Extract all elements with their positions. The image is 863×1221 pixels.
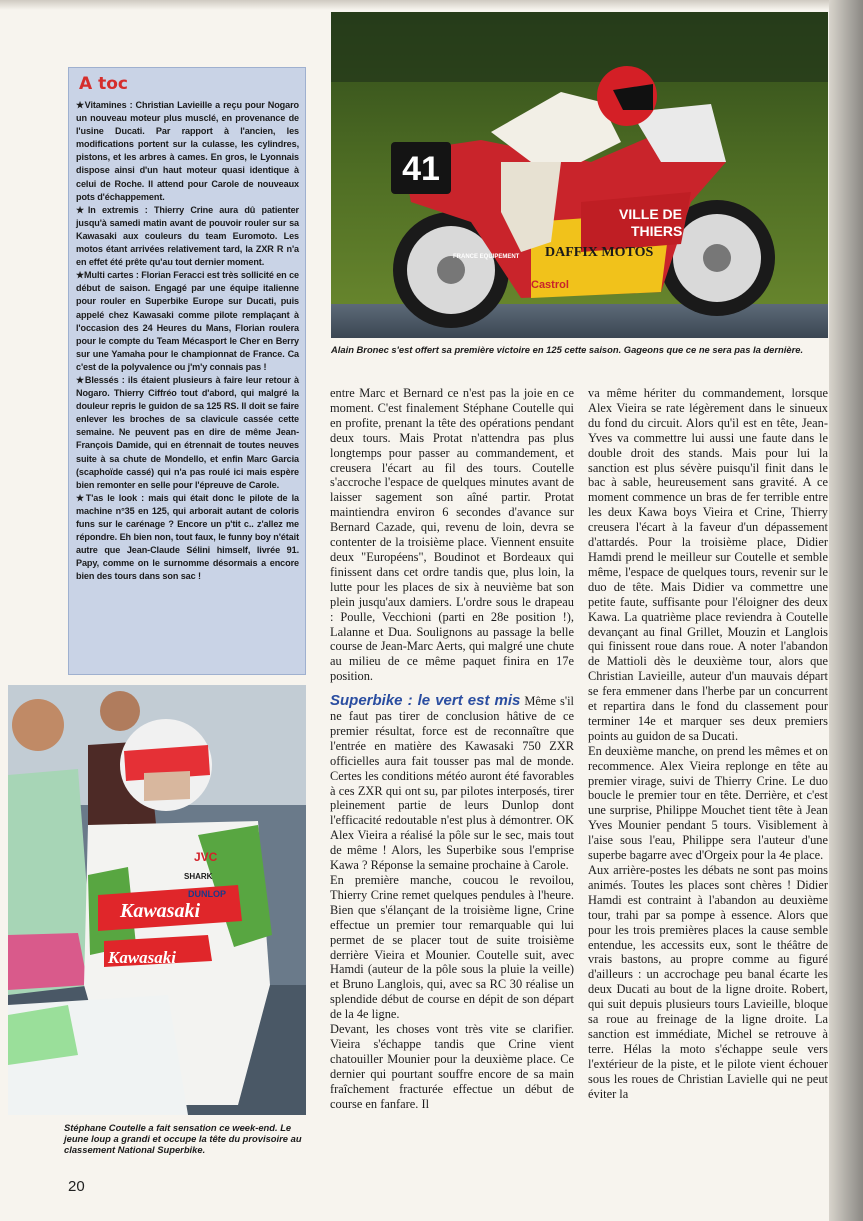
brief-item: ★T'as le look : mais qui était donc le pilote de la machine n°35 en 125, qui arborait autant de coloris funs sur le carénage ? Encore un p'tit c.. z'allez me répondre. Eh bien non, tout faux, le funny boy n'était autre que Jean-Claude Sélini himself, livrée 91. Papy, comme on le surnomme désormais a encore bien des tours dans son sac ! [76, 492, 299, 582]
brief-item: ★Multi cartes : Florian Feracci est très sollicité en ce début de saison. Engagé par une équipe italienne pour rouler en Superbike Europe sur Ducati, puis appelé chez Kawasaki comme pilote remplaçant à l'occasion des 24 Heures du Mans, Florian roulera pour le compte du Team Mécasport le Cher en Berry sur une Yamaha pour le championnat de France. Ca c'est de la polyvalence ou j'm'y connais pas ! [76, 270, 299, 372]
sponsor-text: SHARK [184, 872, 213, 881]
page-edge [0, 0, 863, 10]
news-brief-box [68, 67, 306, 675]
brief-item: ★Vitamines : Christian Lavieille a reçu pour Nogaro un nouveau moteur plus musclé, en provenance de l'usine Ducati. Par rapport à l'ancien, les modifications portent sur la culasse, les cylindres, pistons, et les arbres à cames. En gros, le Lyonnais dispose ainsi d'un haut moteur quasi identique à celui de Roche. Il attend pour Carole de nouveaux pots d'échappement. [76, 100, 299, 202]
article-paragraph: va même hériter du commandement, lorsque Alex Vieira se rate légèrement dans le sinueux du fond du circuit. Alors qu'il est en tête, Jean-Yves va commettre lui aussi une faute dans le double droit des stands. Mais pour lui la sanction est plus sévère puisqu'il finit dans le bac à sable, heureusement sans gravité. A ce moment commence un bras de fer terrible entre les deux Kawa boys Vieira et Crine, Thierry creusera l'écart à la faveur d'un dépassement d'attardés. Pour la troisième place, Didier Hamdi prend le meilleur sur Coutelle et semble même, l'espace de quelques tours, revenir sur le duo de tête. Mais Didier va commettre une petite faute, suffisante pour l'éloigner des deux Kawa. La quatrième place reviendra à Coutelle devançant au final Grillet, Mouzin et Langlois qui finissent roue dans roue. A noter l'abandon de Mattioli dès le deuxième tour, alors que Christian Lavieille, auteur d'un mauvais départ se fera emmener dans l'herbe par un concurrent et repartira dans le fond du classement pour terminer 14e et marquer ses deux premiers points au guidon de sa Ducati. [588, 386, 828, 743]
article-paragraph: En première manche, coucou le revoilou, Thierry Crine remet quelques pendules à l'heure. Bien que s'élançant de la troisième ligne, Crine effectue un premier tour remarquable qui lui permet de se placer tout de suite troisième derrière Vieira et Mounier. Coutelle suit, avec Hamdi (auteur de la pôle sous la pluie la veille) et Bruno Langlois, qui, avec sa RC 30 réalise un splendide début de course en dépit de son départ de la 4e ligne. [330, 873, 574, 1022]
sponsor-text: JVC [194, 850, 218, 864]
article-column [330, 386, 574, 1176]
sponsor-text: Kawasaki [108, 948, 177, 967]
sponsor-text: DUNLOP [188, 889, 226, 899]
article-paragraph: Aux arrière-postes les débats ne sont pas moins animés. Toutes les places sont chères ! Didier Hamdi est contraint à l'abandon au deuxième tour, trahi par sa pompe à essence. Alors que pour les trois premières places la cause semble entendue, les accessits eux, sont le théâtre de vrais bastons, au propre comme au figuré d'ailleurs : un accrochage peu banal écarte les deux Ducati au bout de la ligne droite. Robert, qui suit depuis plusieurs tours Lavieille, bloque sa roue au freinage de la ligne droite. La sanction est immédiate, Michel se retrouve à terre. Hélas la moto s'échappe seule vers l'extérieur de la piste, et le pilote vient échouer sous les roues de Christian Lavielle qui ne peut éviter la [588, 863, 828, 1101]
livery-text: THIERS [631, 223, 683, 239]
article-paragraph [330, 694, 574, 873]
article-paragraph: entre Marc et Bernard ce n'est pas la joie en ce moment. C'est finalement Stéphane Coutelle qui en profite, prenant la tête des opérations pendant deux tours. Mais Protat n'attendra pas plus longtemps pour passer au commandement, et creusera l'écart au fil des tours. Coutelle s'accroche l'espace de quelques minutes avant de laisser sagement son aîné partir. Protat maintiendra environ 6 secondes d'avance sur Bernard Cazade, qui, revenu de loin, devra se contenter de la troisième place. Viennent ensuite deux "Européens", Boudinot et Bordeaux qui finissent dans cet ordre tandis que, plus loin, la lutte pour les places de six à neuvième bat son plein jusqu'aux damiers. L'ordre sous le drapeau : Poulle, Vecchioni (parti en 28e position !), Lalanne et Dua. Soulignons au passage la belle course de Jean-Marc Aerts, qui malgré une chute au milieu de ce même paquet finira en 17e position. [330, 386, 574, 684]
article-paragraph: Devant, les choses vont très vite se clarifier. Vieira s'échappe tandis que Crine vient chatouiller Mounier pour la deuxième place. Ce dernier qui pourtant souffre encore de sa main fraîchement fracturée effectue un début de course en fanfare. Il [330, 1022, 574, 1111]
livery-text: Castrol [531, 279, 569, 291]
rider-portrait-photo [8, 685, 306, 1115]
brief-item: ★Blessés : ils étaient plusieurs à faire leur retour à Nogaro. Thierry Ciffréo tout d'abord, qui malgré la douleur repris le guidon de sa 125 RS. Il doit se faire enlever les broches de sa clavicule cassée cette semaine. Ne peuvent pas en dire de même Jean-François Damide, qui en étrennait de toutes neuves suite à sa chute de Mondello, et enfin Marc Garcia (scaphoïde cassé) qui n'a pas roulé ici mais espère bien remonter en selle pour l'épreuve de Carole. [76, 374, 299, 490]
page-edge [829, 0, 863, 1221]
race-photo [331, 12, 828, 338]
brief-item: ★In extremis : Thierry Crine aura dû patienter jusqu'à samedi matin avant de pouvoir rouler sur sa Kawasaki aux couleurs du team Euromoto. Les motos étant arrivées relativement tard, la ZXR R n'a en effet été prête qu'au tout dernier moment. [76, 204, 299, 268]
photo-caption: Stéphane Coutelle a fait sensation ce week-end. Le jeune loup a grandi et occupe la tête du provisoire au classement National Superbike. [64, 1122, 302, 1155]
livery-text: FRANCE EQUIPEMENT [453, 254, 520, 260]
photo-caption: Alain Bronec s'est offert sa première victoire en 125 cette saison. Gageons que ce ne sera pas la dernière. [331, 344, 804, 355]
section-subhead: Superbike : le vert est mis [330, 692, 521, 710]
page-number: 20 [68, 1178, 85, 1195]
article-column [588, 386, 828, 1176]
box-title: A toc [79, 74, 128, 94]
livery-text: VILLE DE [619, 206, 683, 222]
race-number: 41 [402, 150, 440, 188]
sponsor-text: Kawasaki [120, 900, 201, 922]
article-paragraph: En deuxième manche, on prend les mêmes et on recommence. Alex Vieira replonge en tête au premier virage, suivi de Thierry Crine. Le duo boucle le premier tour en tête. Derrière, et c'est une surprise, Philippe Mouchet tient tête à Jean Yves Mounier pendant 5 tours. Visiblement à l'aise sous l'eau, Philippe sera l'auteur d'une superbe bagarre avec d'Orgeix pour la 4e place. [588, 743, 828, 863]
livery-text: DAFFIX MOTOS [545, 245, 654, 260]
paragraph-text: Même s'il ne faut pas tirer de conclusion hâtive de ce premier résultat, force est de reconnaître que l'entrée en matière des Kawasaki 750 ZXR officielles aura fait tousser pas mal de monde. Certes les conditions météo auront été favorables à ces ZXR qui ont su, par pilotes interposés, tirer pleinement partie de leurs Dunlop dont l'efficacité redoutable n'est plus à démontrer. OK Alex Vieira a réalisé la pôle sur le sec, mais tout de même ! Alors, les Superbike sous l'emprise Kawa ? Réponse la semaine prochaine à Carole. [330, 694, 574, 873]
